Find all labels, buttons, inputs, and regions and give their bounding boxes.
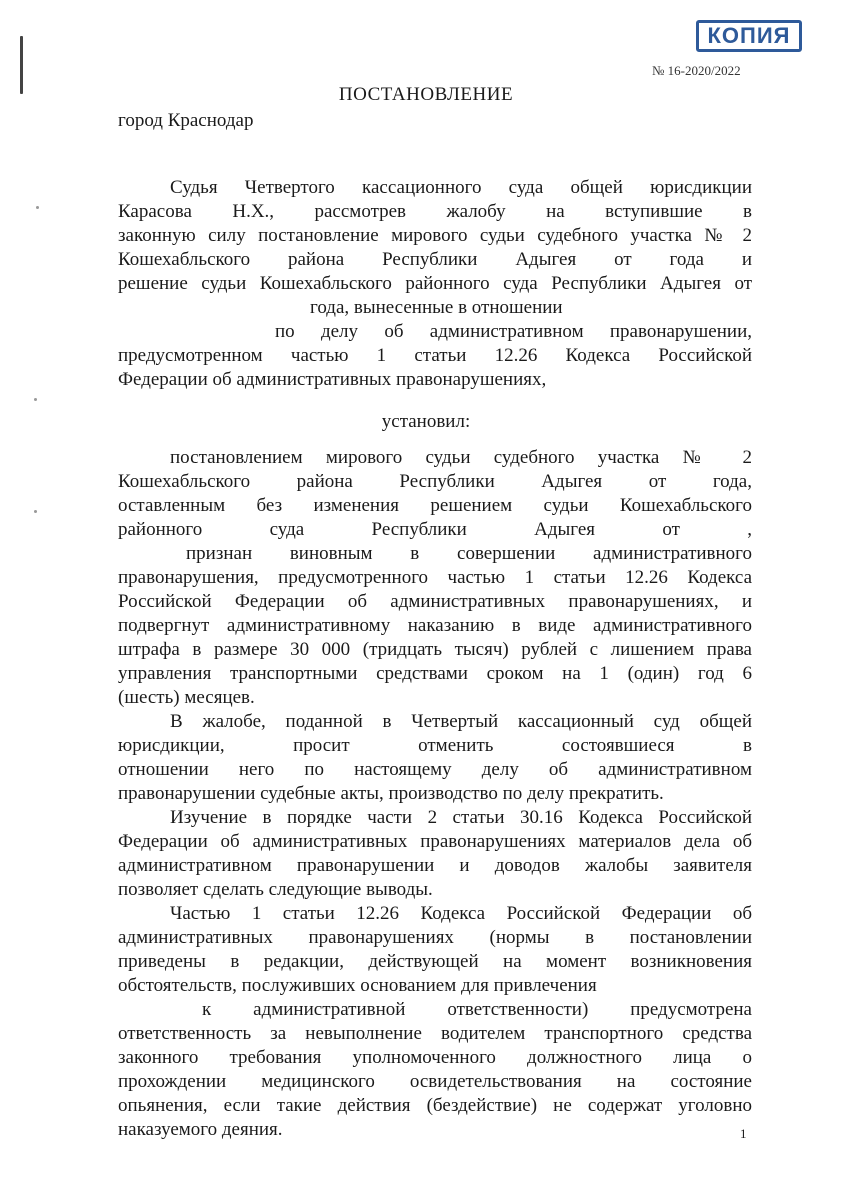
text-line: юрисдикции, просит отменить состоявшиеся в	[118, 735, 752, 756]
text-line: законного требования уполномоченного должностного лица о	[118, 1047, 752, 1068]
text-line: приведены в редакции, действующей на момент возникновения	[118, 951, 752, 972]
scan-speck	[34, 398, 37, 401]
text-line: районного суда Республики Адыгея от ,	[118, 519, 752, 540]
text-line: постановлением мирового судьи судебного участка № 2	[170, 447, 752, 468]
text-line: обстоятельств, послуживших основанием для привлечения	[118, 975, 597, 996]
text-line: Федерации об административных правонарушениях,	[118, 369, 547, 390]
city-line: город Краснодар	[118, 110, 254, 131]
text-line: решение судьи Кошехабльского районного суда Республики Адыгея от	[118, 273, 752, 294]
text-line: Судья Четвертого кассационного суда общей юрисдикции	[170, 177, 752, 198]
text-line: Карасова Н.Х., рассмотрев жалобу на вступившие в	[118, 201, 752, 222]
document-title: ПОСТАНОВЛЕНИЕ	[338, 84, 514, 105]
text-line: штрафа в размере 30 000 (тридцать тысяч) рублей с лишением права	[118, 639, 752, 660]
body-text	[118, 446, 752, 1142]
text-line: В жалобе, поданной в Четвертый кассационный суд общей	[170, 711, 752, 732]
intro-paragraph	[118, 176, 752, 392]
text-line: прохождении медицинского освидетельствования на состояние	[118, 1071, 752, 1092]
text-line: оставленным без изменения решением судьи Кошехабльского	[118, 495, 752, 516]
text-line: позволяет сделать следующие выводы.	[118, 879, 433, 900]
text-line: правонарушения, предусмотренного частью 1 статьи 12.26 Кодекса	[118, 567, 752, 588]
text-line: правонарушении судебные акты, производство по делу прекратить.	[118, 783, 664, 804]
scan-speck	[34, 510, 37, 513]
text-line: подвергнут административному наказанию в виде административного	[118, 615, 752, 636]
text-line: опьянения, если такие действия (бездействие) не содержат уголовно	[118, 1095, 752, 1116]
text-line: административном правонарушении и доводов жалобы заявителя	[118, 855, 752, 876]
text-line: отношении него по настоящему делу об административном	[118, 759, 752, 780]
text-line: Кошехабльского района Республики Адыгея от года и	[118, 249, 752, 270]
text-line: Федерации об административных правонарушениях материалов дела об	[118, 831, 752, 852]
text-line: законную силу постановление мирового судьи судебного участка № 2	[118, 225, 752, 246]
text-line: признан виновным в совершении административного	[186, 543, 752, 564]
text-line: по делу об административном правонарушении,	[275, 321, 752, 342]
established-heading: установил:	[381, 411, 471, 432]
scan-speck	[36, 206, 39, 209]
text-line: управления транспортными средствами сроком на 1 (один) год 6	[118, 663, 752, 684]
page-number: 1	[740, 1126, 747, 1141]
text-line: года, вынесенные в отношении	[310, 297, 563, 318]
text-line: административных правонарушениях (нормы в постановлении	[118, 927, 752, 948]
text-line: (шесть) месяцев.	[118, 687, 255, 708]
text-line: наказуемого деяния.	[118, 1119, 283, 1140]
text-line: Кошехабльского района Республики Адыгея от года,	[118, 471, 752, 492]
document-number: № 16-2020/2022	[652, 63, 741, 78]
copy-stamp: КОПИЯ	[696, 20, 802, 52]
text-line: ответственность за невыполнение водителем транспортного средства	[118, 1023, 752, 1044]
text-line: Российской Федерации об административных правонарушениях, и	[118, 591, 752, 612]
text-line: Изучение в порядке части 2 статьи 30.16 Кодекса Российской	[170, 807, 752, 828]
text-line: к административной ответственности) предусмотрена	[202, 999, 752, 1020]
text-line: предусмотренном частью 1 статьи 12.26 Кодекса Российской	[118, 345, 752, 366]
text-line: Частью 1 статьи 12.26 Кодекса Российской Федерации об	[170, 903, 752, 924]
